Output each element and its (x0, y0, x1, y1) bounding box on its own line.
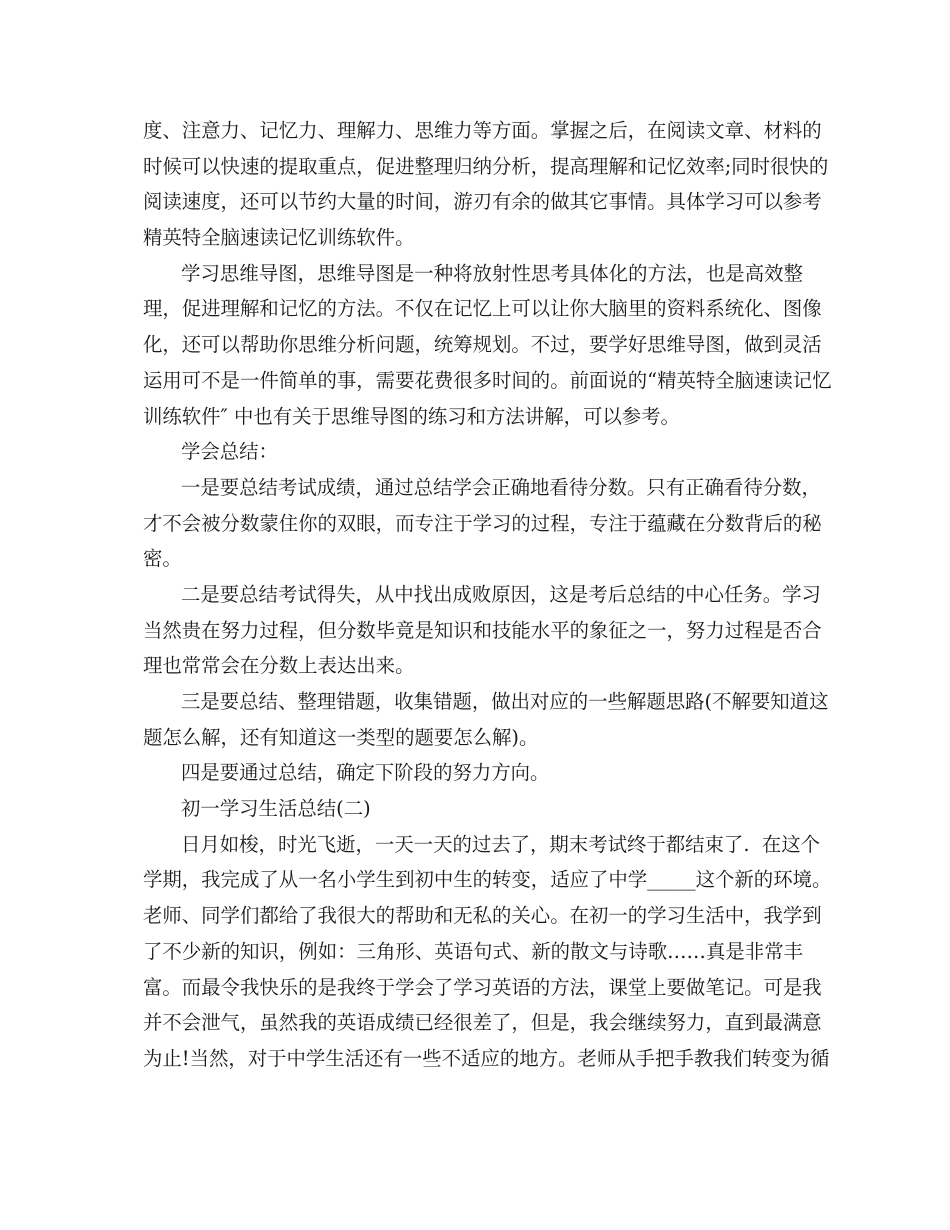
text-line: 富。而最令我快乐的是我终于学会了学习英语的方法，课堂上要做笔记。可是我 (143, 975, 822, 999)
text-line: 学习思维导图，思维导图是一种将放射性思考具体化的方法，也是高效整 (181, 261, 803, 285)
section-heading: 学会总结： (181, 440, 278, 464)
text-line: 并不会泄气，虽然我的英语成绩已经很差了，但是，我会继续努力，直到最满意 (143, 1011, 822, 1035)
text-line: 为止!当然，对于中学生活还有一些不适应的地方。老师从手把手教我们转变为循 (143, 1046, 830, 1070)
text-line: 三是要总结、整理错题，收集错题，做出对应的一些解题思路(不解要知道这 (181, 690, 829, 713)
paragraph-6 (143, 684, 829, 755)
text-line: 四是要通过总结，确定下阶段的努力方向。 (181, 761, 550, 785)
paragraph-8 (143, 791, 803, 827)
text-line: 当然贵在努力过程，但分数毕竟是知识和技能水平的象征之一，努力过程是否合 (143, 618, 822, 642)
text-line: 理也常常会在分数上表达出来。 (143, 654, 415, 678)
text-line: 理，促进理解和记忆的方法。不仅在记忆上可以让你大脑里的资料系统化、图像 (143, 297, 822, 321)
text-line: 阅读速度，还可以节约大量的时间，游刃有余的做其它事情。具体学习可以参考 (143, 190, 822, 214)
paragraph-9 (143, 827, 832, 1077)
text-line: 密。 (143, 547, 182, 571)
paragraph-3 (143, 434, 803, 470)
text-line: 题怎么解，还有知道这一类型的题要怎么解)。 (143, 725, 539, 749)
text-line: 了不少新的知识，例如：三角形、英语句式、新的散文与诗歌……真是非常丰 (143, 939, 803, 963)
paragraph-2 (143, 256, 832, 434)
text-line: 度、注意力、记忆力、理解力、思维力等方面。掌握之后，在阅读文章、材料的 (143, 119, 822, 142)
paragraph-4 (143, 470, 822, 577)
section-heading: 初一学习生活总结(二) (181, 797, 371, 821)
document-body (143, 113, 832, 1077)
text-line: 日月如梭，时光飞逝，一天一天的过去了，期末考试终于都结束了. 在这个 (181, 832, 820, 856)
text-line: 精英特全脑速读记忆训练软件。 (143, 226, 415, 250)
text-line: 老师、同学们都给了我很大的帮助和无私的关心。在初一的学习生活中，我学到 (143, 904, 822, 928)
text-line: 化，还可以帮助你思维分析问题，统筹规划。不过，要学好思维导图，做到灵活 (143, 333, 822, 357)
text-line: 一是要总结考试成绩，通过总结学会正确地看待分数。只有正确看待分数， (181, 475, 821, 499)
paragraph-7 (143, 755, 803, 791)
text-line: 训练软件″ 中也有关于思维导图的练习和方法讲解，可以参考。 (143, 404, 680, 428)
text-line: 运用可不是一件简单的事，需要花费很多时间的。前面说的“精英特全脑速读记忆 (143, 368, 832, 392)
text-line: 时候可以快速的提取重点，促进整理归纳分析，提高理解和记忆效率;同时很快的 (143, 154, 829, 178)
text-line: 学期，我完成了从一名小学生到初中生的转变，适应了中学_____这个新的环境。 (143, 868, 832, 892)
paragraph-5 (143, 577, 822, 684)
text-line: 二是要总结考试得失，从中找出成败原因，这是考后总结的中心任务。学习 (181, 582, 821, 606)
text-line: 才不会被分数蒙住你的双眼，而专注于学习的过程，专注于蕴藏在分数背后的秘 (143, 511, 822, 535)
paragraph-1 (143, 113, 829, 256)
